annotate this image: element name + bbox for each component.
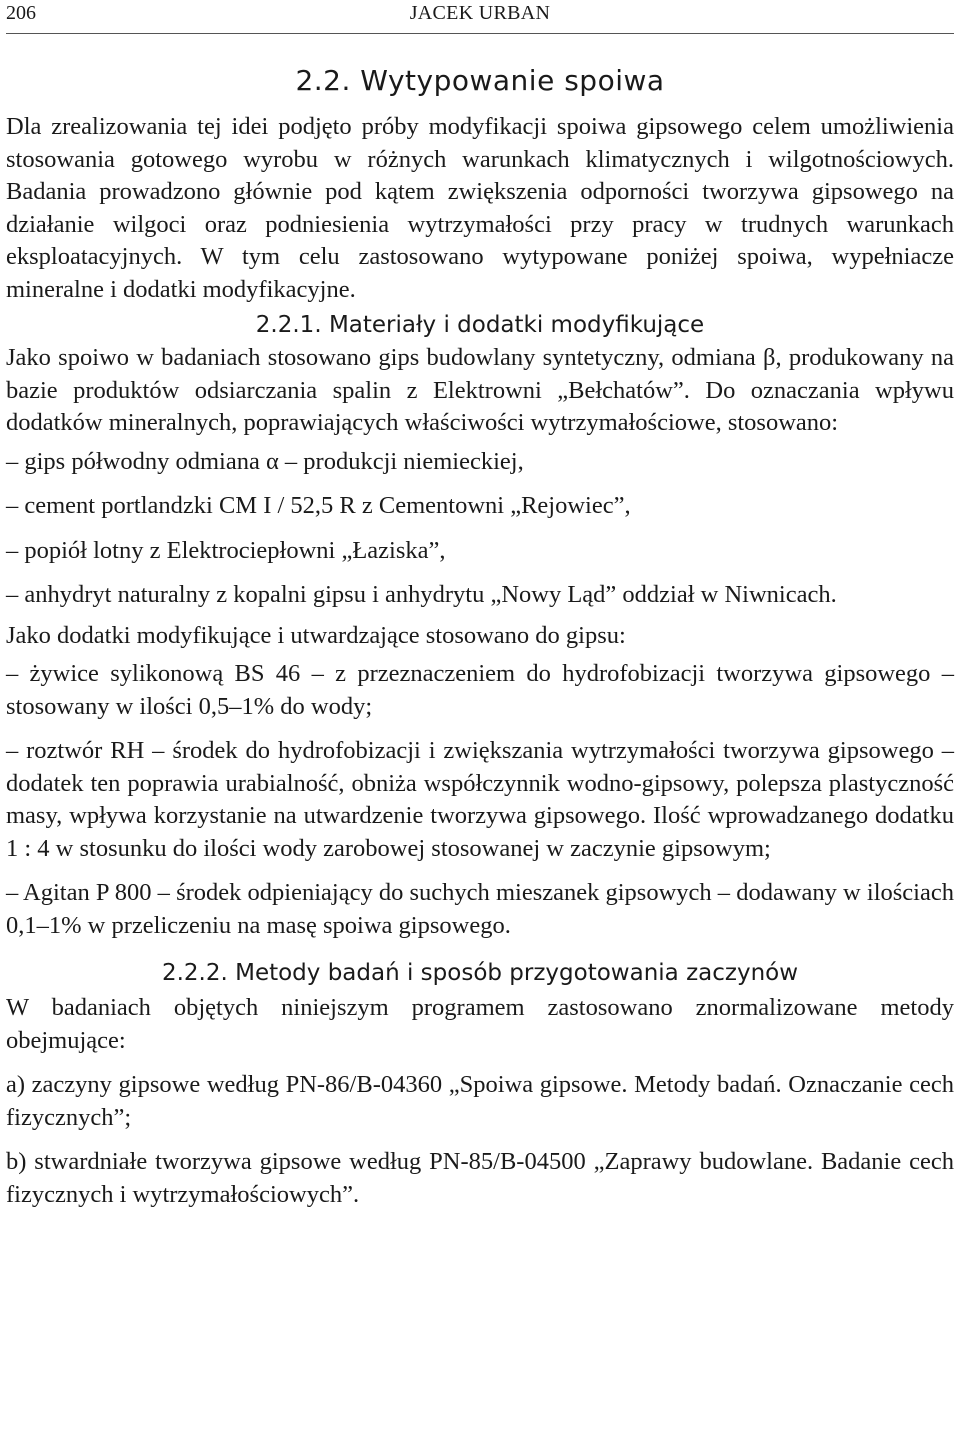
list-item-agitan: – Agitan P 800 – środek odpieniający do suchych mieszanek gipsowych – dodawany w ilościach 0,1–1% w przeliczeniu na masę spoiwa gipsowego. xyxy=(6,879,954,939)
list-item-method-b: b) stwardniałe tworzywa gipsowe według PN-85/B-04500 „Zaprawy budowlane. Badanie cech fizycznych i wytrzymałościowych”. xyxy=(6,1148,954,1208)
list-item-zywice: – żywice sylikonową BS 46 – z przeznaczeniem do hydrofobizacji tworzywa gipsowego – stosowany w ilości 0,5–1% do wody; xyxy=(6,660,954,720)
list-item-method-a: a) zaczyny gipsowe według PN-86/B-04360 „Spoiwa gipsowe. Metody badań. Oznaczanie cech fizycznych”; xyxy=(6,1071,954,1131)
methods-intro-paragraph: W badaniach objętych niniejszym programem zastosowano znormalizowane metody obejmujące: xyxy=(6,994,954,1054)
list-item-popiol: – popiół lotny z Elektrociepłowni „Łaziska”, xyxy=(6,536,446,564)
section-title: 2.2. Wytypowanie spoiwa xyxy=(295,64,665,97)
subsection-title-methods: 2.2.2. Metody badań i sposób przygotowania zaczynów xyxy=(161,960,799,986)
header-rule xyxy=(6,33,954,34)
subsection-title: 2.2.1. Materiały i dodatki modyfikujące xyxy=(255,312,705,338)
list-item-anhydryt: – anhydryt naturalny z kopalni gipsu i anhydrytu „Nowy Ląd” oddział w Niwnicach. xyxy=(6,581,837,608)
list-item-roztwor: – roztwór RH – środek do hydrofobizacji i zwiększania wytrzymałości tworzywa gipsowego – dodatek ten poprawia urabialność, obniża współczynnik wodno-gipsowy, polepsza plastyczność masy, wpływa korzystanie na utwardzenie tworzywa gipsowego. Ilość wprowadzanego dodatku 1 : 4 w stosunku do ilości wody zarobowej stosowanej w zaczynie gipsowym; xyxy=(6,737,954,862)
section-intro-paragraph: Dla zrealizowania tej idei podjęto próby modyfikacji spoiwa gipsowego celem umożliwienia stosowania gotowego wyrobu w różnych warunkach klimatycznych i wilgotnościowych. Badania prowadzono głównie pod kątem zwiększenia odporności tworzywa gipsowego na działanie wilgoci oraz podniesienia wytrzymałości przy pracy w trudnych warunkach eksploatacyjnych. W tym celu zastosowano wytypowane poniżej spoiwa, wypełniacze mineralne i dodatki modyfikacyjne. xyxy=(6,113,954,303)
list-item-cement: – cement portlandzki CM I / 52,5 R z Cementowni „Rejowiec”, xyxy=(6,492,631,519)
running-head xyxy=(6,0,954,34)
list-item-gips: – gips półwodny odmiana α – produkcji niemieckiej, xyxy=(6,447,524,475)
page-number: 206 xyxy=(6,2,36,24)
additives-intro: Jako dodatki modyfikujące i utwardzające stosowano do gipsu: xyxy=(6,621,626,649)
running-title: JACEK URBAN xyxy=(409,2,551,24)
subsection-intro-paragraph: Jako spoiwo w badaniach stosowano gips budowlany syntetyczny, odmiana β, produkowany na bazie produktów odsiarczania spalin z Elektrowni „Bełchatów”. Do oznaczania wpływu dodatków mineralnych, poprawiających właściwości wytrzymałościowe, stosowano: xyxy=(6,344,954,436)
